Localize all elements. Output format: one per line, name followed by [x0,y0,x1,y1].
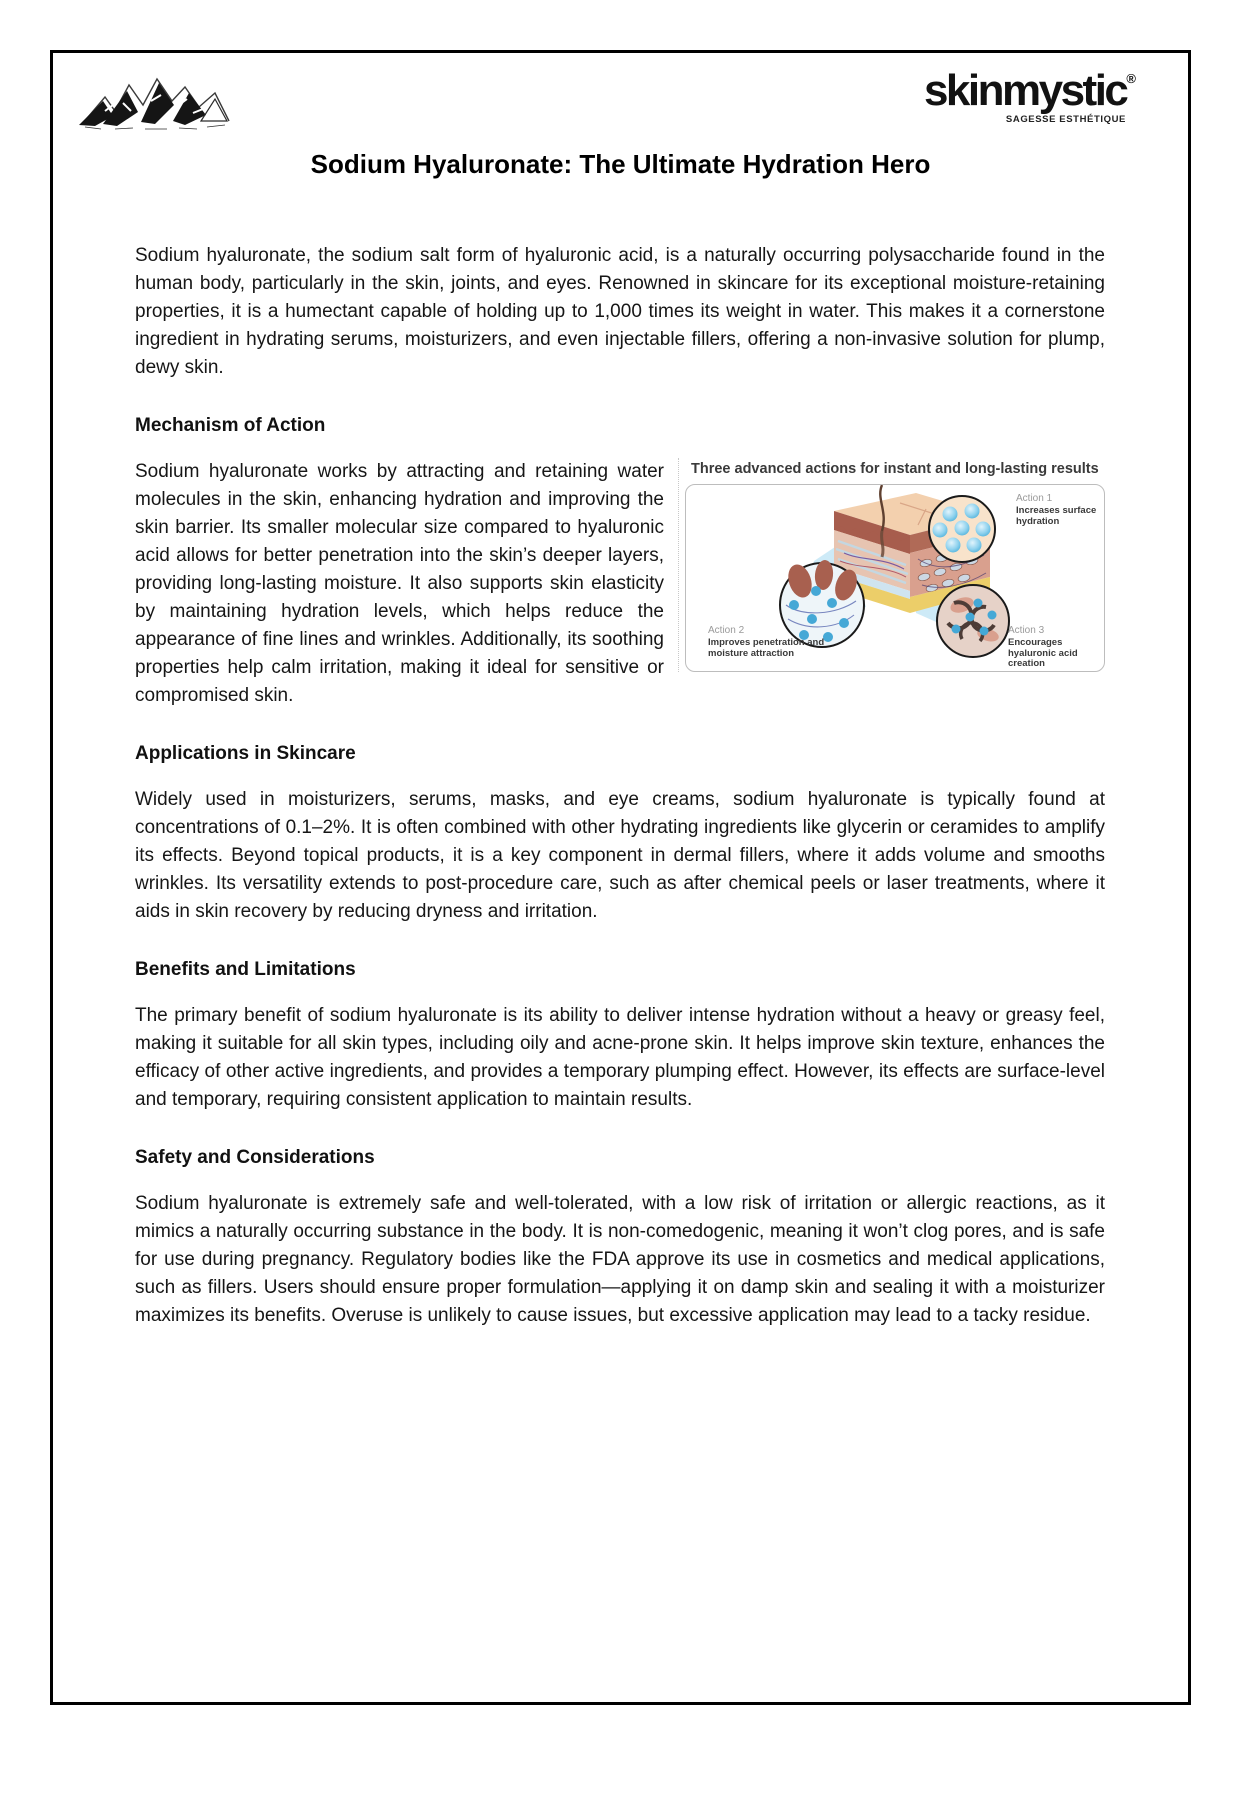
brand-logo [923,66,1136,125]
action-3-description: Encourages hyaluronic acid creation [1008,636,1078,670]
section-heading-applications: Applications in Skincare [135,743,356,764]
page-frame [50,50,1191,1705]
section-safety [135,1144,1105,1330]
brand-wordmark [923,66,1136,115]
mechanism-paragraph-block [135,458,1105,710]
brand-tagline: SAGESSE ESTHÉTIQUE [1005,114,1126,125]
figure-title: Three advanced actions for instant and long-lasting results [691,461,1099,477]
section-benefits [135,956,1105,1114]
benefits-paragraph: The primary benefit of sodium hyaluronate is its ability to deliver intense hydration without a heavy or greasy feel, making it suitable for all skin types, including oily and acne-prone skin. It helps improve skin texture, enhances the efficacy of other active ingredients, and provides a temporary plumping effect. However, its effects are surface-level and temporary, requiring consistent application to maintain results. [135,1005,1105,1110]
document-body [53,180,1188,1330]
section-heading-mechanism: Mechanism of Action [135,415,326,436]
section-heading-safety: Safety and Considerations [135,1147,375,1168]
figure-canvas [685,484,1105,672]
intro-paragraph: Sodium hyaluronate, the sodium salt form of hyaluronic acid, is a naturally occurring polysaccharide found in the human body, particularly in the skin, joints, and eyes. Renowned in skincare for its exceptional moisture-retaining properties, it is a humectant capable of holding up to 1,000 times its weight in water. This makes it a cornerstone ingredient in hydrating serums, moisturizers, and even injectable fillers, offering a non-invasive solution for plump, dewy skin. [135,245,1105,378]
header [53,53,1188,139]
action-2-label [708,625,834,659]
action-1-description: Increases surface hydration [1016,504,1097,527]
action-1-label [1016,493,1100,527]
action-2-number: Action 2 [708,625,745,637]
action-2-description: Improves penetration and moisture attraction [708,636,825,659]
section-mechanism-of-action [135,412,1105,710]
document-title: Sodium Hyaluronate: The Ultimate Hydration Hero [310,149,931,179]
section-heading-benefits: Benefits and Limitations [135,959,356,980]
action-1-number: Action 1 [1016,493,1053,505]
registered-trademark-icon: ® [1126,71,1136,86]
safety-paragraph: Sodium hyaluronate is extremely safe and well-tolerated, with a low risk of irritation or allergic reactions, as it mimics a naturally occurring substance in the body. It is non-comedogenic, meaning it won’t clog pores, and is safe for use during pregnancy. Regulatory bodies like the FDA approve its use in cosmetics and medical applications, such as fillers. Users should ensure proper formulation—applying it on damp skin and sealing it with a moisturizer maximizes its benefits. Overuse is unlikely to cause issues, but excessive application may lead to a tacky residue. [135,1193,1105,1326]
action-3-number: Action 3 [1008,625,1045,637]
skin-actions-figure [685,460,1105,672]
brand-wordmark-text: skinmystic [923,66,1127,115]
action-3-label [1008,625,1102,670]
applications-paragraph: Widely used in moisturizers, serums, masks, and eye creams, sodium hyaluronate is typically found at concentrations of 0.1–2%. It is often combined with other hydrating ingredients like glycerin or ceramides to amplify its effects. Beyond topical products, it is a key component in dermal fillers, where it adds volume and smooths wrinkles. Its versatility extends to post-procedure care, such as after chemical peels or laser treatments, where it aids in skin recovery by reducing dryness and irritation. [135,789,1105,922]
section-intro [135,242,1105,382]
section-applications [135,740,1105,926]
mechanism-paragraph: Sodium hyaluronate works by attracting and retaining water molecules in the skin, enhancing hydration and improving the skin barrier. Its smaller molecular size compared to hyaluronic acid allows for better penetration into the skin’s deeper layers, providing long-lasting moisture. It also supports skin elasticity by maintaining hydration levels, which helps reduce the appearance of fine lines and wrinkles. Additionally, its soothing properties help calm irritation, making it ideal for sensitive or compromised skin. [135,461,664,706]
mountain-logo-icon [75,69,235,139]
